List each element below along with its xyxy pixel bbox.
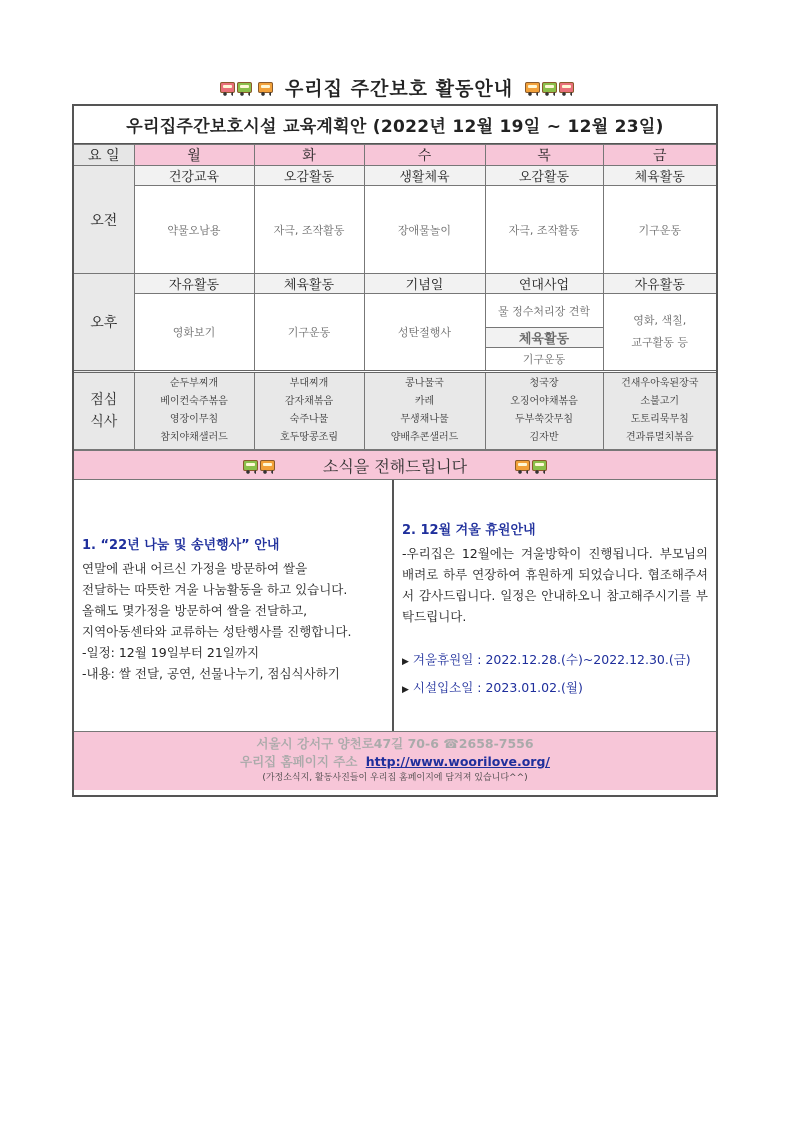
news-item-1-line: -일정: 12월 19일부터 21일까지 bbox=[82, 645, 260, 660]
homepage-label: 우리집 홈페이지 주소 bbox=[240, 754, 358, 769]
news-header bbox=[74, 450, 716, 480]
lunch-menu: 순두부찌개 베이컨숙주볶음 영장이무침 참치야채샐러드 bbox=[134, 372, 254, 450]
day-mon: 월 bbox=[134, 145, 254, 166]
lunch-menu: 건새우아욱된장국 소불고기 도토리묵무침 견과류멸치볶음 bbox=[603, 372, 716, 450]
page-title: 우리집 주간보호 활동안내 bbox=[284, 77, 514, 100]
lunch-label: 점심 식사 bbox=[74, 372, 134, 450]
closure-date: ▶ 겨울휴원일 : 2022.12.28.(수)~2022.12.30.(금) bbox=[402, 652, 691, 667]
pm-category: 체육활동 bbox=[254, 274, 364, 294]
am-activity: 자극, 조작활동 bbox=[485, 186, 603, 274]
pm-activity: 영화보기 bbox=[134, 294, 254, 372]
day-tue: 화 bbox=[254, 145, 364, 166]
pm-activity: 영화, 색칠, 교구활동 등 bbox=[603, 294, 716, 372]
footer-address: 서울시 강서구 양천로47길 70-6 ☎2658-7556 bbox=[256, 736, 534, 751]
train-icon bbox=[258, 82, 273, 93]
day-header-row bbox=[74, 145, 716, 166]
footer bbox=[74, 732, 716, 790]
news-item-1-line: 올해도 몇가정을 방문하여 쌀을 전달하고, bbox=[82, 603, 308, 618]
triangle-bullet-icon: ▶ bbox=[402, 657, 409, 667]
train-icon bbox=[220, 82, 252, 93]
train-icon bbox=[525, 82, 574, 93]
lunch-row bbox=[74, 372, 716, 450]
news-item-1 bbox=[74, 480, 394, 731]
am-activity-row bbox=[74, 186, 716, 274]
page-header bbox=[0, 72, 794, 102]
day-thu: 목 bbox=[485, 145, 603, 166]
pm-category: 기념일 bbox=[364, 274, 485, 294]
day-wed: 수 bbox=[364, 145, 485, 166]
pm-category: 자유활동 bbox=[603, 274, 716, 294]
homepage-link[interactable]: http://www.woorilove.org/ bbox=[365, 754, 550, 769]
news-item-1-line: 지역아동센타와 교류하는 성탄행사를 진행합니다. bbox=[82, 624, 352, 639]
plan-title: 우리집주간보호시설 교육계획안 (2022년 12월 19일 ~ 12월 23일) bbox=[74, 106, 716, 144]
triangle-bullet-icon: ▶ bbox=[402, 685, 409, 695]
lunch-menu: 부대찌개 감자채볶음 숙주나물 호두땅콩조림 bbox=[254, 372, 364, 450]
news-item-2-body: -우리집은 12월에는 겨울방학이 진행됩니다. 부모님의 배려로 하루 연장하여 휴원하게 되었습니다. 협조해주셔서 감사드립니다. 일정은 안내하오니 참고해주시기를 부탁드립니다. bbox=[402, 546, 708, 624]
footer-note: (가정소식지, 활동사진들이 우리집 홈페이지에 담겨져 있습니다^^) bbox=[262, 773, 528, 783]
pm-category: 연대사업 bbox=[485, 274, 603, 294]
day-label: 요 일 bbox=[74, 145, 134, 166]
pm-category: 자유활동 bbox=[134, 274, 254, 294]
newsletter-frame bbox=[72, 104, 718, 797]
am-activity: 기구운동 bbox=[603, 186, 716, 274]
reopen-date: ▶ 시설입소일 : 2023.01.02.(월) bbox=[402, 680, 583, 695]
am-activity: 장애물놀이 bbox=[364, 186, 485, 274]
am-label: 오전 bbox=[74, 166, 134, 274]
train-icon bbox=[515, 460, 547, 471]
news-body bbox=[74, 480, 716, 732]
pm-activity: 물 정수처리장 견학 bbox=[486, 294, 603, 328]
pm-activity-thu bbox=[485, 294, 603, 372]
am-category: 생활체육 bbox=[364, 166, 485, 186]
day-fri: 금 bbox=[603, 145, 716, 166]
news-item-1-line: 전달하는 따뜻한 겨울 나눔활동을 하고 있습니다. bbox=[82, 582, 348, 597]
footer-homepage bbox=[74, 753, 716, 771]
pm-extra-activity: 기구운동 bbox=[522, 353, 566, 366]
news-item-2-heading: 2. 12월 겨울 휴원안내 bbox=[402, 523, 536, 538]
pm-activity: 기구운동 bbox=[254, 294, 364, 372]
am-category: 건강교육 bbox=[134, 166, 254, 186]
news-item-1-line: 연말에 관내 어르신 가정을 방문하여 쌀을 bbox=[82, 561, 308, 576]
am-category: 오감활동 bbox=[254, 166, 364, 186]
lunch-menu: 콩나물국 카레 무생채나물 양배추콘샐러드 bbox=[364, 372, 485, 450]
am-category-row bbox=[74, 166, 716, 186]
am-category: 체육활동 bbox=[603, 166, 716, 186]
pm-activity-row bbox=[74, 294, 716, 372]
news-item-1-heading: 1. “22년 나눔 및 송년행사” 안내 bbox=[82, 538, 280, 553]
news-item-2 bbox=[394, 480, 716, 731]
lunch-menu: 청국장 오징어야채볶음 두부쑥갓무침 김자반 bbox=[485, 372, 603, 450]
news-title: 소식을 전해드립니다 bbox=[322, 456, 468, 476]
am-activity: 약물오남용 bbox=[134, 186, 254, 274]
pm-label: 오후 bbox=[74, 274, 134, 372]
pm-extra-category: 체육활동 bbox=[486, 328, 603, 348]
news-item-1-line: -내용: 쌀 전달, 공연, 선물나누기, 점심식사하기 bbox=[82, 666, 340, 681]
pm-category-row bbox=[74, 274, 716, 294]
pm-activity: 성탄절행사 bbox=[364, 294, 485, 372]
train-icon bbox=[243, 460, 275, 471]
weekly-schedule-table bbox=[74, 144, 716, 450]
am-activity: 자극, 조작활동 bbox=[254, 186, 364, 274]
am-category: 오감활동 bbox=[485, 166, 603, 186]
